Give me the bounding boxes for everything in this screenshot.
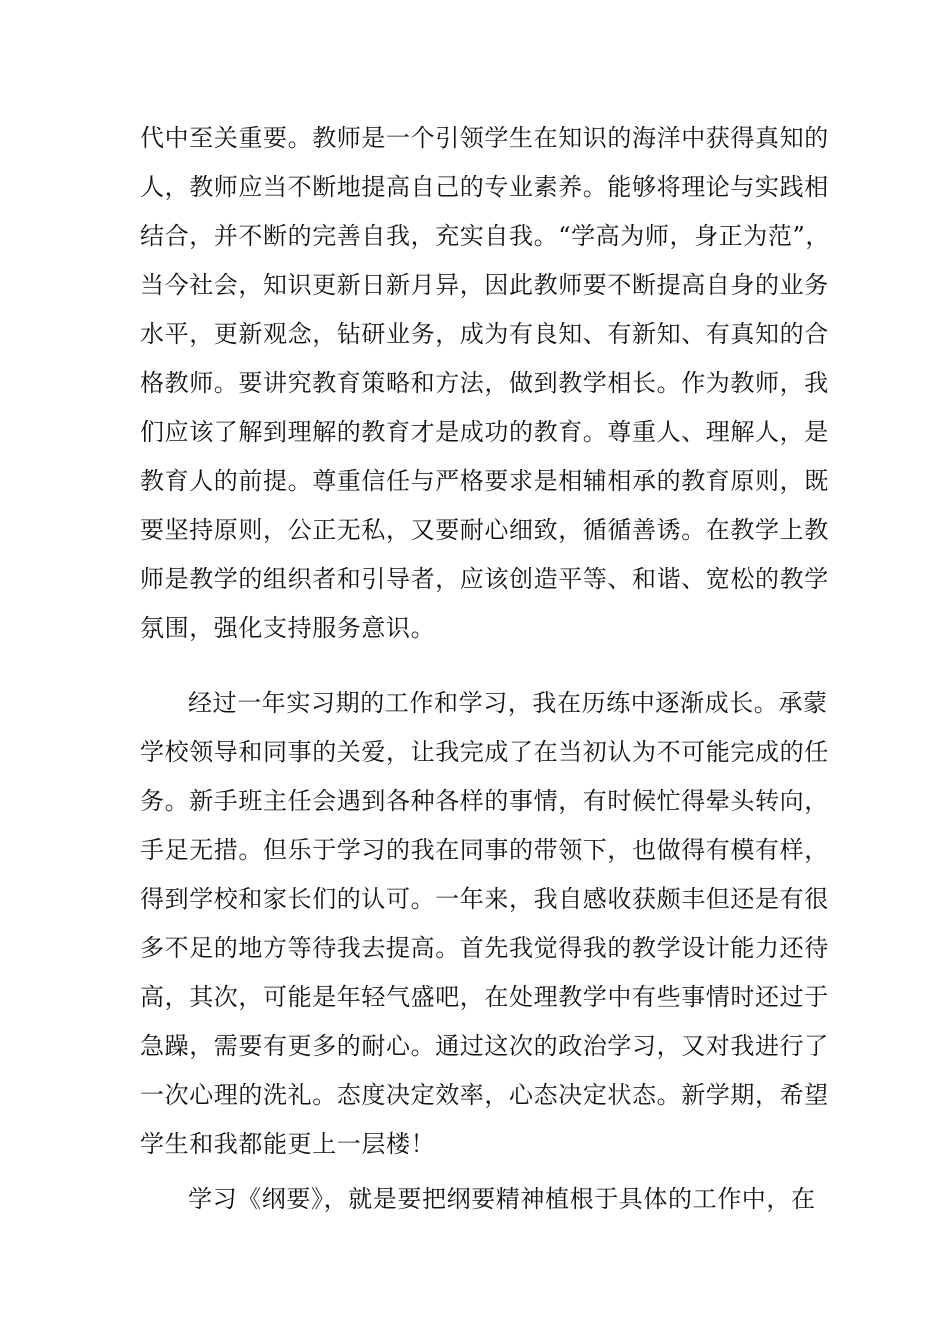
text-line: 格教师。要讲究教育策略和方法，做到教学相长。作为教师，我 <box>140 369 829 397</box>
text-line: 人，教师应当不断地提高自己的专业素养。能够将理论与实践相 <box>140 173 829 201</box>
text-line: 一次心理的洗礼。态度决定效率，心态决定状态。新学期，希望 <box>140 1081 829 1109</box>
text-line: 氛围，强化支持服务意识。 <box>140 614 436 642</box>
text-line: 当今社会，知识更新日新月异，因此教师要不断提高自身的业务 <box>140 271 829 299</box>
text-line: 经过一年实习期的工作和学习，我在历练中逐渐成长。承蒙 <box>188 689 828 717</box>
text-line: 水平，更新观念，钻研业务，成为有良知、有新知、有真知的合 <box>140 320 829 348</box>
text-line: 手足无措。但乐于学习的我在同事的带领下，也做得有模有样， <box>140 836 829 864</box>
text-line: 高，其次，可能是年轻气盛吧，在处理教学中有些事情时还过于 <box>140 983 829 1011</box>
text-line: 师是教学的组织者和引导者，应该创造平等、和谐、宽松的教学 <box>140 565 829 593</box>
text-line: 多不足的地方等待我去提高。首先我觉得我的教学设计能力还待 <box>140 934 829 962</box>
text-line: 急躁，需要有更多的耐心。通过这次的政治学习，又对我进行了 <box>140 1032 829 1060</box>
text-line: 要坚持原则，公正无私，又要耐心细致，循循善诱。在教学上教 <box>140 516 829 544</box>
text-line: 结合，并不断的完善自我，充实自我。“学高为师，身正为范”， <box>140 222 830 250</box>
text-line: 代中至关重要。教师是一个引领学生在知识的海洋中获得真知的 <box>140 124 829 152</box>
text-line: 得到学校和家长们的认可。一年来，我自感收获颇丰但还是有很 <box>140 885 829 913</box>
text-line: 学校领导和同事的关爱，让我完成了在当初认为不可能完成的任 <box>140 738 829 766</box>
text-line: 务。新手班主任会遇到各种各样的事情，有时候忙得晕头转向， <box>140 787 829 815</box>
text-line: 们应该了解到理解的教育才是成功的教育。尊重人、理解人，是 <box>140 418 829 446</box>
text-line: 教育人的前提。尊重信任与严格要求是相辅相承的教育原则，既 <box>140 467 829 495</box>
text-line: 学生和我都能更上一层楼！ <box>140 1130 436 1158</box>
text-line: 学习《纲要》，就是要把纲要精神植根于具体的工作中，在 <box>188 1185 816 1213</box>
